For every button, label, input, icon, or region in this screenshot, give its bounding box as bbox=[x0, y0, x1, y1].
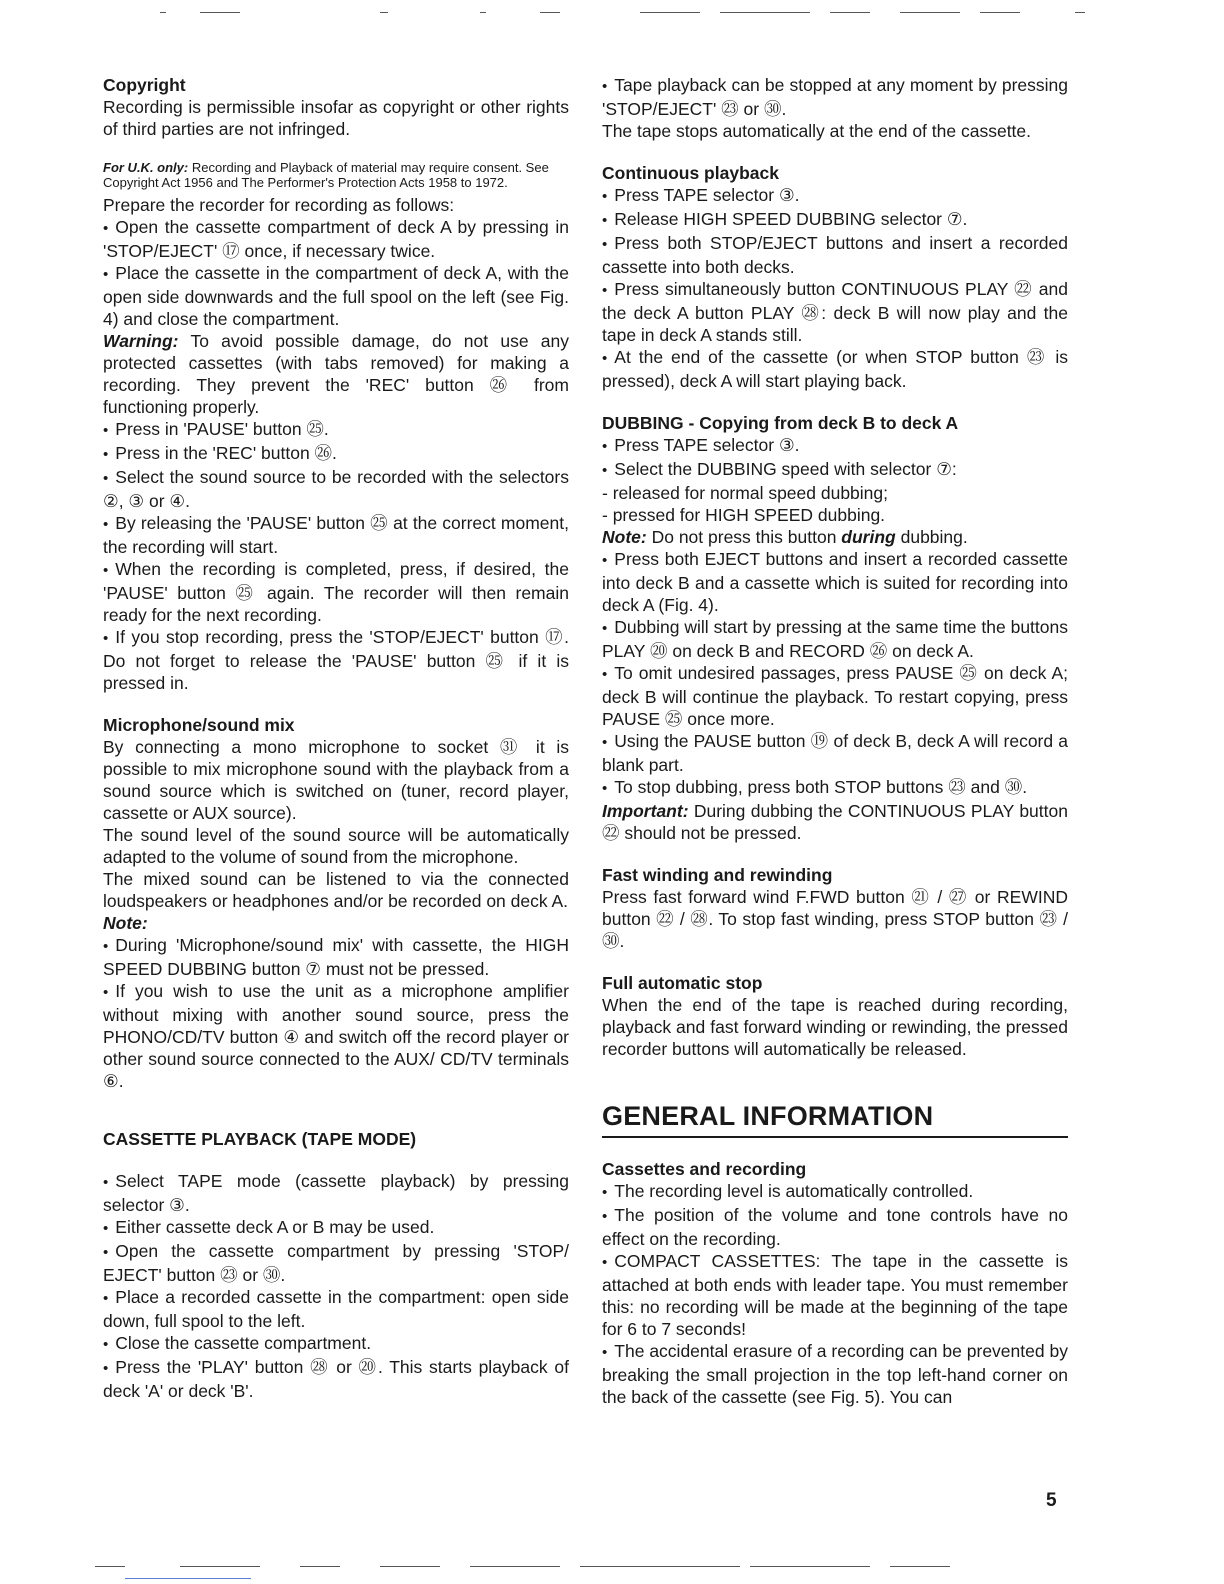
list-item: • Dubbing will start by pressing at the same time the buttons PLAY ⑳ on deck B and RECORD ㉖ on deck A. bbox=[602, 616, 1068, 662]
list-item: • The position of the volume and tone controls have no effect on the recording. bbox=[602, 1204, 1068, 1250]
list-item: • Press TAPE selector ③. bbox=[602, 184, 1068, 208]
list-item: • Place the cassette in the compartment of deck A, with the open side downwards and the full spool on the left (see Fig. 4) and close the compartment. bbox=[103, 262, 569, 330]
warning-lead: Warning: bbox=[103, 331, 179, 351]
list-item: • At the end of the cassette (or when STOP button ㉓ is pressed), deck A will start playing back. bbox=[602, 346, 1068, 392]
continuous-heading: Continuous playback bbox=[602, 163, 779, 183]
dubbing-note-pre: Do not press this button bbox=[651, 527, 837, 547]
list-item: • Close the cassette compartment. bbox=[103, 1332, 569, 1356]
microphone-para: By connecting a mono microphone to socket ㉛ it is possible to mix microphone sound with the playback from a sound source which is switched on (tuner, record player, cassette or AUX source). bbox=[103, 737, 569, 823]
list-item: • Place a recorded cassette in the compartment: open side down, full spool to the left. bbox=[103, 1286, 569, 1332]
list-item: • During 'Microphone/sound mix' with cassette, the HIGH SPEED DUBBING button ⑦ must not be pressed. bbox=[103, 934, 569, 980]
dubbing-note-lead: Note: bbox=[602, 527, 647, 547]
microphone-heading: Microphone/sound mix bbox=[103, 715, 295, 735]
warning-paragraph bbox=[103, 330, 569, 418]
list-item: • Press the 'PLAY' button ㉘ or ⑳. This starts playback of deck 'A' or deck 'B'. bbox=[103, 1356, 569, 1402]
copyright-text: Recording is permissible insofar as copyright or other rights of third parties are not infringed. bbox=[103, 97, 569, 139]
warning-text: To avoid possible damage, do not use any protected cassettes (with tabs removed) for making a recording. They prevent the 'REC' button ㉖ from functioning properly. bbox=[103, 331, 570, 417]
dubbing-note-em: during bbox=[841, 527, 896, 547]
auto-stop-text: When the end of the tape is reached during recording, playback and fast forward winding or rewinding, the pressed recorder buttons will automatically be released. bbox=[602, 995, 1068, 1059]
list-item: • Press simultaneously button CONTINUOUS PLAY ㉒ and the deck A button PLAY ㉘: deck B will now play and the tape in deck A stands still. bbox=[602, 278, 1068, 346]
copyright-heading: Copyright bbox=[103, 75, 186, 95]
dash-item: - pressed for HIGH SPEED dubbing. bbox=[602, 505, 886, 525]
dubbing-note bbox=[602, 526, 1068, 548]
list-item: • Either cassette deck A or B may be used. bbox=[103, 1216, 569, 1240]
list-item: • Open the cassette compartment by pressing 'STOP/ EJECT' button ㉓ or ㉚. bbox=[103, 1240, 569, 1286]
auto-stop-heading: Full automatic stop bbox=[602, 973, 763, 993]
dubbing-important bbox=[602, 800, 1068, 844]
uk-note-lead: For U.K. only: bbox=[103, 160, 189, 175]
list-item: • Select the DUBBING speed with selector ⑦: bbox=[602, 458, 1068, 482]
fast-winding-heading: Fast winding and rewinding bbox=[602, 865, 833, 885]
list-item: • The accidental erasure of a recording can be prevented by breaking the small projection in the top left-hand corner on the back of the cassette (see Fig. 5). You can bbox=[602, 1340, 1068, 1408]
scan-artifact-bottom bbox=[0, 1562, 1224, 1572]
dubbing-note-post: dubbing. bbox=[900, 527, 968, 547]
list-item: • Tape playback can be stopped at any moment by pressing 'STOP/EJECT' ㉓ or ㉚. bbox=[602, 74, 1068, 120]
uk-note bbox=[103, 160, 569, 190]
microphone-para: The mixed sound can be listened to via the connected loudspeakers or headphones and/or be recorded on deck A. bbox=[103, 869, 569, 911]
general-information-title: GENERAL INFORMATION bbox=[602, 1101, 934, 1131]
dash-item: - released for normal speed dubbing; bbox=[602, 483, 889, 503]
page-number: 5 bbox=[1046, 1490, 1057, 1511]
list-item: • COMPACT CASSETTES: The tape in the cassette is attached at both ends with leader tape. You must remember this: no recording will be made at the beginning of the tape for 6 to 7 seconds! bbox=[602, 1250, 1068, 1340]
list-item: • If you stop recording, press the 'STOP/EJECT' button ⑰. Do not forget to release the 'PAUSE' button ㉕ if it is pressed in. bbox=[103, 626, 569, 694]
cassettes-heading: Cassettes and recording bbox=[602, 1159, 807, 1179]
list-item: • When the recording is completed, press, if desired, the 'PAUSE' button ㉕ again. The recorder will then remain ready for the next recording. bbox=[103, 558, 569, 626]
list-item: • To stop dubbing, press both STOP buttons ㉓ and ㉚. bbox=[602, 776, 1068, 800]
list-item: • The recording level is automatically controlled. bbox=[602, 1180, 1068, 1204]
right-column bbox=[602, 74, 1068, 1408]
important-text: During dubbing the CONTINUOUS PLAY button ㉒ should not be pressed. bbox=[602, 801, 1068, 843]
list-item: • By releasing the 'PAUSE' button ㉕ at the correct moment, the recording will start. bbox=[103, 512, 569, 558]
stop-text: The tape stops automatically at the end of the cassette. bbox=[602, 121, 1032, 141]
list-item: • Using the PAUSE button ⑲ of deck B, deck A will record a blank part. bbox=[602, 730, 1068, 776]
cassette-playback-heading: CASSETTE PLAYBACK (TAPE MODE) bbox=[103, 1129, 417, 1149]
list-item: • Press in the 'REC' button ㉖. bbox=[103, 442, 569, 466]
list-item: • Select the sound source to be recorded with the selectors ②, ③ or ④. bbox=[103, 466, 569, 512]
uk-note-text: Recording and Playback of material may require consent. See Copyright Act 1956 and The Performer's Protection Acts 1958 to 1972. bbox=[103, 160, 549, 190]
list-item: • Release HIGH SPEED DUBBING selector ⑦. bbox=[602, 208, 1068, 232]
list-item: • Press both STOP/EJECT buttons and insert a recorded cassette into both decks. bbox=[602, 232, 1068, 278]
list-item: • Press TAPE selector ③. bbox=[602, 434, 1068, 458]
dubbing-heading: DUBBING - Copying from deck B to deck A bbox=[602, 413, 959, 433]
important-lead: Important: bbox=[602, 801, 689, 821]
scan-artifact-top bbox=[0, 8, 1224, 18]
list-item: • Press both EJECT buttons and insert a recorded cassette into deck B and a cassette which is suited for recording into deck A (Fig. 4). bbox=[602, 548, 1068, 616]
list-item: • Press in 'PAUSE' button ㉕. bbox=[103, 418, 569, 442]
list-item: • To omit undesired passages, press PAUSE ㉕ on deck A; deck B will continue the playback. To restart copying, press PAUSE ㉕ once more. bbox=[602, 662, 1068, 730]
prepare-intro: Prepare the recorder for recording as follows: bbox=[103, 195, 455, 215]
fast-winding-text: Press fast forward wind F.FWD button ㉑ / ㉗ or REWIND button ㉒ / ㉘. To stop fast winding, press STOP button ㉓ / ㉚. bbox=[602, 887, 1068, 951]
list-item: • If you wish to use the unit as a microphone amplifier without mixing with another sound source, press the PHONO/CD/TV button ④ and switch off the record player or other sound source connected to the AUX/ CD/TV terminals ⑥. bbox=[103, 980, 569, 1092]
list-item: • Open the cassette compartment of deck A by pressing in 'STOP/EJECT' ⑰ once, if necessary twice. bbox=[103, 216, 569, 262]
scan-underline-artifact bbox=[125, 1578, 251, 1579]
left-column bbox=[103, 74, 569, 1402]
microphone-note-lead: Note: bbox=[103, 913, 148, 933]
list-item: • Select TAPE mode (cassette playback) by pressing selector ③. bbox=[103, 1170, 569, 1216]
microphone-para: The sound level of the sound source will be automatically adapted to the volume of sound from the microphone. bbox=[103, 825, 569, 867]
